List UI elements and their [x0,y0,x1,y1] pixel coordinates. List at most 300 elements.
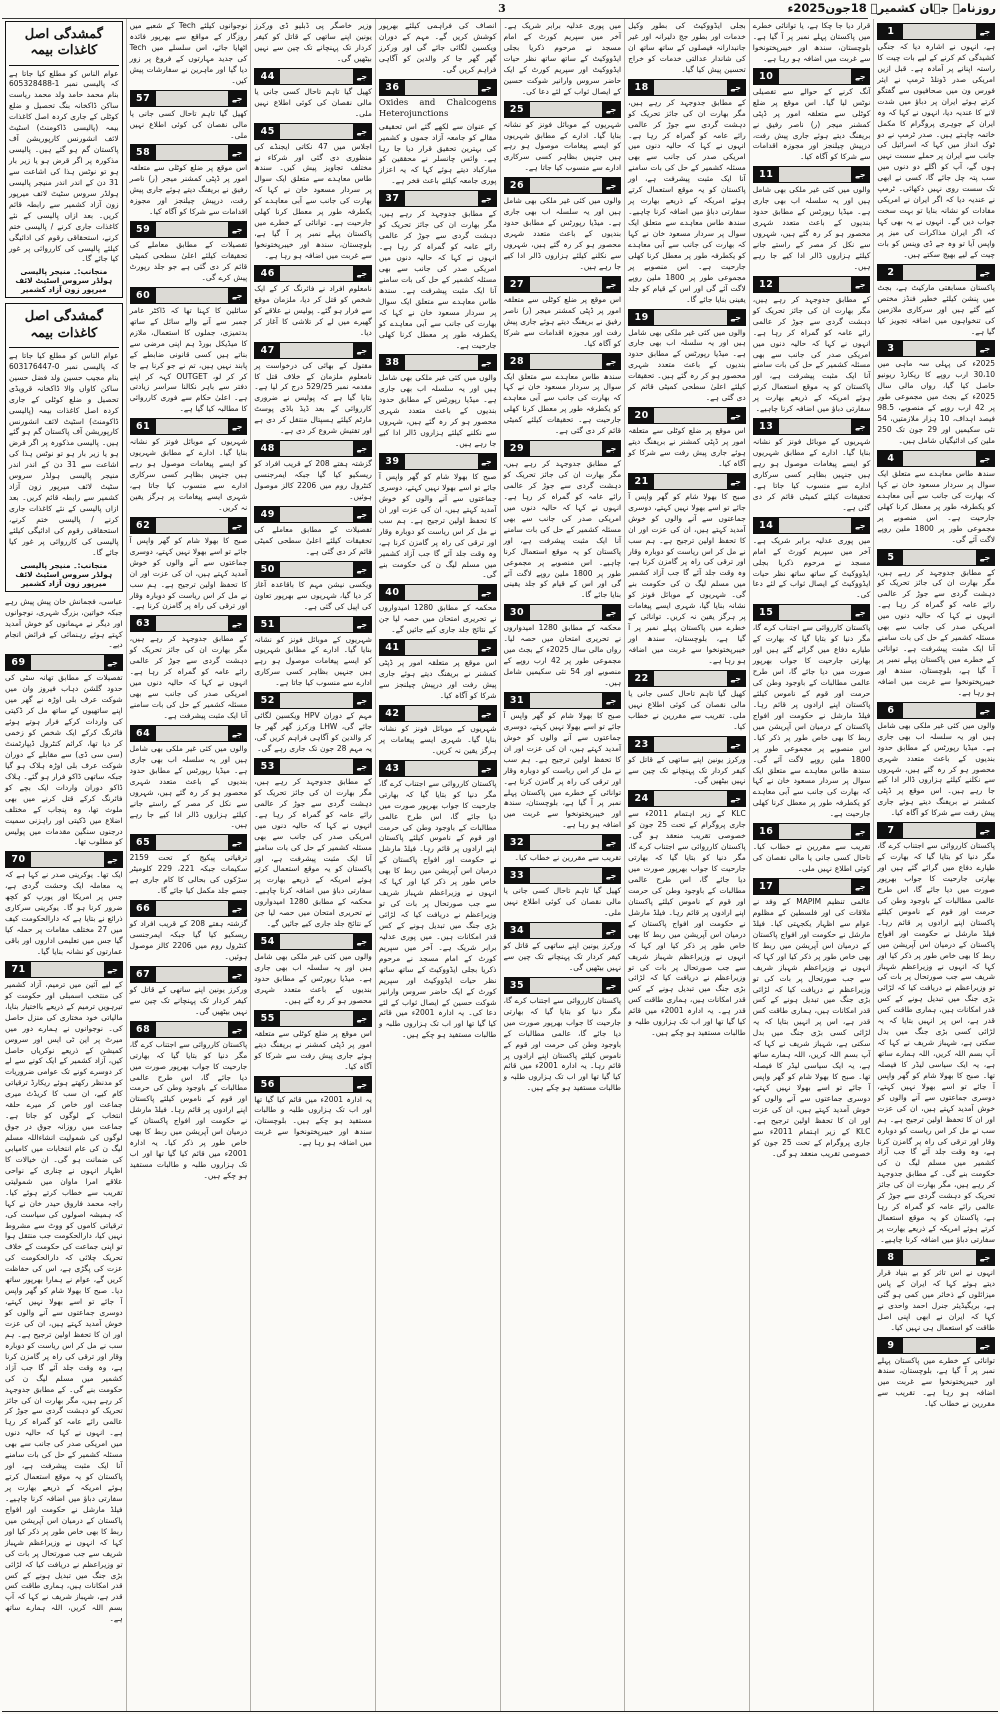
text-block: عباسی، فجمانش خان پیش پیش رہے جبکہ خواتین، بزرگ شہری، نوجوانوں اور دیگر نے مہمانوں کو خوش آمدید کہتے ہوئے رہنمائی کے فرائض انجام دیے۔ [5,596,123,650]
ad-text: صبح کا بھولا شام کو گھر واپس آ جائے تو اسے بھولا نہیں کہتے، دوسری جماعتوں سے آنے والوں کو خوش آمدید کہتے ہیں، ان کی عزت اور ان کا تحفظ اولین ترجیح ہے۔ ہم سب نے مل کر اس ریاست کو دوبارہ وقار اور ترقی کی راہ پر گامزن کرنا ہے۔ توانائی کے خطرے میں پاکستان پہلے نمبر پر آ گیا ہے، بلوچستان، سندھ اور خیبرپختونخوا سے غربت میں اضافہ ہو رہا ہے۔ [503,710,622,830]
ad-number: 28 [505,354,530,369]
ad-number: 32 [505,835,530,850]
ad-number-badge [254,440,372,457]
ad-text: کے مطابق جدوجہد کر رہے ہیں، مگر بھارت ان کی جائز تحریک کو دہشت گردی سے جوڑ کر عالمی رائے عامہ کو گمراہ کر رہا ہے۔ انہوں نے کہا کہ حالیہ دنوں میں امریکی صدر کی جانب سے بھی مسئلہ کشمیر کے حل کی بات سامنے آنا ایک مثبت پیشرفت ہے، اور پاکستان کو یہ موقع استعمال کرتے ہوئے امریکہ کے ذریعے بھارت پر سفارتی دباؤ میں اضافہ کرنا چاہیے۔ سندھ طاس معاہدے سے متعلق ایک سوال پر سردار مسعود خان نے کہا کہ بھارت کی جانب سے آبی معاہدے کو یکطرفہ طور پر معطل کرنا کھلی جارحیت ہے۔ اس منصوبے پر مجموعی طور پر 1800 ملین روپے لاگت آئے گی اور اس کے قیام کو جلد یقینی بنایا جائے گا۔ [628,97,746,304]
newspaper-logo-icon: جے [353,1011,371,1026]
ad-number-badge [877,702,995,719]
newspaper-logo-icon: جے [228,288,246,303]
ad-number: 42 [380,706,405,721]
ad-text: صبح کا بھولا شام کو گھر واپس آ جائے تو اسے بھولا نہیں کہتے، دوسری جماعتوں سے آنے والوں کو خوش آمدید کہتے ہیں، ان کی عزت اور ان کا تحفظ اولین ترجیح ہے۔ ہم سب نے مل کر اس ریاست کو دوبارہ وقار اور ترقی کی راہ پر گامزن کرنا ہے، وہ وقت جلد آئے گا جب آزاد کشمیر میں مسلم لیگ ن کی حکومت بنے گی۔ شہریوں کے موبائل فونز کو نشانہ بنایا گیا، شہری ایسے پیغامات پر ہرگز یقین نہ کریں۔ توانائی کے خطرے میں پاکستان پہلے نمبر پر آ گیا ہے، بلوچستان، سندھ اور خیبرپختونخوا سے غربت میں اضافہ ہو رہا ہے۔ [628,491,746,665]
ad-number-badge [130,1021,248,1038]
text-block: انصاف کی فراہمی کیلئے بھرپور کوشش کریں گے۔ مہم کے دوران ویکسین لگائی جائے گی اور ورکرز گھر گھر جا کر والدین کو آگاہی فراہم کریں گی۔ [378,21,497,74]
column-5 [500,19,625,1711]
ad-number: 5 [878,550,903,565]
ad-text: گزشتہ ہفتے 208 کے قریب افراد کو ریسکیو کیا گیا جبکہ ایمرجنسی کنٹرول روم میں 2206 کالز موصول ہوئیں۔ [129,919,248,961]
ad-text: کے عنوان سے لکھے گئے اس تحقیقی مقالے کو جامعہ آزاد جموں و کشمیر کی بہترین تحقیق قرار دیا جا رہا ہے۔ وائس چانسلر نے محققین کو مبارکباد دیتے ہوئے کہا کہ یہ اعزاز پوری جامعہ کیلئے باعث فخر ہے۔ [378,121,497,186]
ad-text: اس موقع پر متعلقہ امور پر ڈپٹی کمشنر نے بریفنگ دیتے ہوئے جاری پیش رفت اور درپیش چیلنجز سے شرکا کو آگاہ کیا۔ [378,658,497,700]
ad-number-badge [130,900,248,917]
ad-number: 21 [629,474,654,489]
newspaper-logo-icon: جے [478,80,496,95]
newspaper-logo-icon: جے [602,605,620,620]
ad-text: پاکستان مسابقتی مارکیٹ ہے، بجٹ میں پنشن کیلئے خطیر فنڈز مختص کیے گئے ہیں اور سرکاری ملازمین کی تنخواہوں میں اضافہ تجویز کیا گیا ہے۔ [877,282,995,336]
ad-text: تفصیلات کے مطابق معاملے کی تحقیقات کیلئے اعلیٰ سطحی کمیٹی قائم کر دی گئی ہے۔ [254,524,372,556]
ad-number: 26 [505,178,530,193]
ad-text: صبح کا بھولا شام کو گھر واپس آ جائے تو اسے بھولا نہیں کہتے، دوسری جماعتوں سے آنے والوں کو خوش آمدید کہتے ہیں، ان کی عزت اور ان کا تحفظ اولین ترجیح ہے۔ ہم سب نے مل کر اس ریاست کو دوبارہ وقار اور ترقی کی راہ پر گامزن کرنا ہے۔ [129,535,248,611]
ad-text: اس موقع پر ضلع کوٹلی سے متعلقہ امور پر ڈپٹی کمشنر میجر (ر) ناصر رفیق نے بریفنگ دیتے ہوئے جاری پیش رفت، درپیش چیلنجز اور مجوزہ اقدامات سے شرکا کو آگاہ کیا۔ [129,163,248,217]
newspaper-logo-icon: جے [727,310,745,325]
ad-number-badge [628,79,746,96]
ad-text: توانائی کے خطرے میں پاکستان پہلے نمبر پر آ گیا ہے، بلوچستان، سندھ اور خیبرپختونخوا سے غربت میں اضافہ ہو رہا ہے۔ تقریب سے مقررین نے خطاب کیا۔ [877,1355,995,1409]
newspaper-logo-icon: جے [602,693,620,708]
badge-bar [530,693,603,708]
badge-bar [779,167,852,182]
newspaper-logo-icon: جے [727,737,745,752]
ad-number: 8 [878,1250,903,1265]
ad-text: کے مطابق جدوجہد کر رہے ہیں، مگر بھارت ان کی جائز تحریک کو دہشت گردی سے جوڑ کر عالمی رائے عامہ کو گمراہ کر رہا ہے۔ انہوں نے کہا کہ حالیہ دنوں میں امریکی صدر کی جانب سے بھی مسئلہ کشمیر کے حل کی بات سامنے آنا ایک مثبت پیشرفت ہے۔ [129,634,248,720]
ad-number: 3 [878,341,903,356]
ad-number-badge [254,758,372,775]
newspaper-logo-icon: جے [851,518,869,533]
ad-number-badge [379,354,497,371]
notice-signature: منجانب:۔ منیجر پالیسی ہولڈر سروس اسٹیٹ لائف میرپور زون آزاد کشمیر [15,267,113,295]
ad-number-badge [753,604,871,621]
notice-signature: منجانب:۔ منیجر پالیسی ہولڈر سروس اسٹیٹ لائف میرپور زون آزاد کشمیر [15,560,113,588]
ad-number-badge [379,584,497,601]
badge-bar [903,24,976,39]
badge-bar [530,868,603,883]
newspaper-logo-icon: جے [602,178,620,193]
ad-number-badge [877,822,995,839]
ad-number: 20 [629,408,654,423]
ad-number: 15 [754,605,779,620]
ad-number-badge [753,166,871,183]
badge-bar [280,693,353,708]
newspaper-logo-icon: جے [478,706,496,721]
ad-number: 71 [6,962,31,977]
badge-bar [280,124,353,139]
ad-number-badge [628,736,746,753]
ad-text: سائلین کا کہنا تھا کہ ڈاکٹر عامر جمبر سے آنے والے سائل کے ساتھ بدتمیزی، جملوں کا استعمال، ملازم کا میڈیکل بورڈ ہم اپنی مرضی سے بناتے ہیں کسی قانونی ضابطے کے پابند نہیں ہیں، تم نے جو کرنا ہے جا کر کر لو، OUTGET کہہ کر اپنے دفتر سے باہر نکالنا سراسر زیادتی ہے۔ اعلیٰ حکام سے فوری کارروائی کا مطالبہ کیا گیا ہے۔ [129,305,248,414]
ad-text: کے مطابق جدوجہد کر رہے ہیں، مگر بھارت ان کی جائز تحریک کو دہشت گردی سے جوڑ کر عالمی رائے عامہ کو گمراہ کر رہا ہے۔ انہوں نے کہا کہ حالیہ دنوں میں امریکی صدر کی جانب سے بھی مسئلہ کشمیر کے حل کی بات سامنے آنا ایک مثبت پیشرفت ہے۔ سندھ طاس معاہدے سے متعلق ایک سوال پر سردار مسعود خان نے کہا کہ بھارت کی جانب سے آبی معاہدے کو یکطرفہ طور پر معطل کرنا کھلی جارحیت ہے۔ [378,209,497,350]
ad-number: 39 [380,454,405,469]
badge-bar [156,222,229,237]
ad-number-badge [379,190,497,207]
newspaper-logo-icon: جے [353,562,371,577]
ad-number: 47 [255,343,280,358]
ad-text: کے مطابق جدوجہد کر رہے ہیں، مگر بھارت ان کی جائز تحریک کو دہشت گردی سے جوڑ کر عالمی رائے عامہ کو گمراہ کر رہا ہے۔ انہوں نے کہا کہ حالیہ دنوں میں امریکی صدر کی جانب سے بھی مسئلہ کشمیر کے حل کی بات سامنے آنا ایک مثبت پیشرفت ہے۔ توانائی کے خطرے میں پاکستان پہلے نمبر پر آ گیا ہے، بلوچستان، سندھ اور خیبرپختونخوا سے غربت میں اضافہ ہو رہا ہے۔ [877,567,995,697]
ad-number: 31 [505,693,530,708]
ad-number: 33 [505,868,530,883]
badge-bar [280,617,353,632]
badge-bar [280,759,353,774]
ad-text: کھیل گیا تاہم تاحال کسی جانی یا مالی نقصان کی کوئی اطلاع نہیں ملی۔ [129,108,248,140]
newspaper-logo-icon: جے [602,923,620,938]
newspaper-logo-icon: جے [353,124,371,139]
ad-text: میں پوری عدلیہ برابر شریک ہے۔ آخر میں سپریم کورٹ کے امام مسجد نے مرحوم ذکریا بجلی ایڈووکیٹ کے ساتھ ساتھ نظر حیات ایڈووکیٹ کے ایصال ثواب کے لئے دعا کی۔ [752,535,871,600]
ad-text: پاکستان کارروائی سے اجتناب کرے گا، مگر دنیا کو بتایا گیا کہ بھارت کے طیارے دفاع میں گرائے گئے ہیں اور بھارتی جارحیت کا جواب بھرپور صورت میں دیا جائے گا، اس طرح عالمی مطالبات کے باوجود وطن کی حرمت اور قوم کے ناموس کیلئے پاکستان اپنے ارادوں پر قائم رہا۔ فیلڈ مارشل نے حکومت اور افواج پاکستان کے درمیان اس آپریشن میں ربط کا بھی خاص طور پر ذکر کیا اور کہا کہ انہوں نے وزیراعظم شہباز شریف سے جب صورتحال پر بات کی تو وزیراعظم نے دریافت کیا کہ لڑائی بڑی جنگ میں تبدیل ہونے کے کس قدر امکانات ہیں، ہماری طاقت کس قدر ہے، اس پر انہیں بتایا کہ یہ لڑائی کسی بڑی جنگ میں بدل سکتی ہے، شہباز شریف نے کہا کہ آپ بسم اللہ کریں، اللہ ہمارے ساتھ ہے، یہ ایک سیاسی لیڈر کا فیصلہ تھا۔ صبح کا بھولا شام کو گھر واپس آ جائے تو اسے بھولا نہیں کہتے، دوسری جماعتوں سے آنے والوں کو خوش آمدید کہتے ہیں، ان کی عزت اور ان کا تحفظ اولین ترجیح ہے۔ ہم سب نے مل کر اس ریاست کو دوبارہ وقار اور ترقی کی راہ پر گامزن کرنا ہے، وہ وقت جلد آئے گا جب آزاد کشمیر میں مسلم لیگ ن کی حکومت بنے گی۔ کے مطابق جدوجہد کر رہے ہیں، مگر بھارت ان کی جائز تحریک کو دہشت گردی سے جوڑ کر عالمی رائے عامہ کو گمراہ کر رہا ہے، پاکستان کو یہ موقع استعمال کرتے ہوئے امریکہ کے ذریعے بھارت پر سفارتی دباؤ میں اضافہ کرنا چاہیے۔ [877,841,995,1244]
ad-text: والوں میں کئی غیر ملکی بھی شامل ہیں اور یہ سلسلہ اب بھی جاری ہے۔ میڈیا رپورٹس کے مطابق حدود بندیوں کے باعث متعدد شہری محصور ہو کر رہ گئے ہیں، شہروں سے نکل کر مصر کے راستے جانے کیلئے ہزاروں ڈالر ادا کیے جا رہے ہیں۔ [129,743,248,830]
ad-number-badge [254,561,372,578]
ad-number: 2 [878,265,903,280]
newspaper-logo-icon: جے [976,451,994,466]
badge-bar [779,419,852,434]
ad-number: 67 [131,967,156,982]
ad-number-badge [254,616,372,633]
ad-number-badge [504,276,622,293]
ad-number: 52 [255,693,280,708]
ad-number: 14 [754,518,779,533]
badge-bar [156,288,229,303]
newspaper-logo-icon: جے [727,80,745,95]
badge-bar [405,761,478,776]
masthead: روزنامہ جہان کشمیرؔ 18جون2025ء [787,1,996,15]
badge-bar [903,265,976,280]
ad-number-badge [130,517,248,534]
ad-number-badge [254,506,372,523]
ad-number: 23 [629,737,654,752]
notice-body: عوام الناس کو مطلع کیا جاتا ہے کہ پالیسی نمبر 0-603176447 بنام مجیب حسین ولد فضل حسین ساکن کاواں والا ڈاکخانہ قرویڈی تحصیل و ضلع کوٹلی کے جاری کردہ اصل کاغذات بیمہ (پالیسی ڈاکومنٹ) اسٹیٹ لائف انشورنس کارپوریشن آف پاکستان گم ہو گئے ہیں۔ پالیسی مذکورہ پر اگر قرض ہو یا زیر بار ہو تو نوٹس ہذا کی اشاعت سے 31 دن کے اندر اندر منیجر پالیسی ہولڈر سروس سٹیٹ لائف میرپور زون آزاد کشمیر سے رابطہ قائم کریں۔ بعد ازاں پالیسی کے نئے کاغذات جاری کرنے / پالیسی ختم کرنے، استحقاقی رقوم کی ادائیگی کیلئے پالیسی کی کارروائی پر غور کیا جائے گا۔ [9,350,119,557]
notice-headline: گمشدگی اصل کاغذات بیمہ [9,24,119,66]
badge-bar [530,178,603,193]
newspaper-logo-icon: جے [602,441,620,456]
newspaper-logo-icon: جے [976,823,994,838]
newspaper-logo-icon: جے [727,474,745,489]
badge-bar [405,640,478,655]
ad-number-badge [628,309,746,326]
ad-number: 63 [131,616,156,631]
badge-bar [156,145,229,160]
newspaper-logo-icon: جے [104,852,122,867]
ad-text: محکمہ کے مطابق 1280 امیدواروں نے تحریری امتحان میں حصہ لیا جن کے نتائج جلد جاری کیے جائیں گے۔ [378,603,497,635]
ad-text: ہے، انہوں نے اشارہ دیا کہ جنگی کشیدگی کم کرنے کے لیے بات چیت کا راستہ اپنانے پر آمادہ ہے۔ قبل ازیں امریکی صدر ڈونلڈ ٹرمپ نے ایئر فورس ون میں صحافیوں سے گفتگو کرتے ہوئے ایران پر دباؤ میں شدت لانے کا عندیہ دیا، انہوں نے کہا کہ وہ ایران کے جوہری پروگرام کا مکمل خاتمہ چاہتے ہیں۔ صدر ٹرمپ نے دو ٹوک انداز میں کہا کہ اسرائیل کی جانب سے ایران پر حملے سست نہیں ہوں گے، آپ کو اگلے دو دنوں میں سب پتہ چل جائے گا، کسی نے ابھی تک سست روی نہیں دکھائی۔ ٹرمپ نے عندیہ دیا کہ اگر ایران نے امریکی مفادات کو نشانہ بنایا تو بہت سخت جواب دیں گے۔ انہوں نے یہ بھی کہا کہ اگر ایران مذاکرات کی میز پر واپس آیا تو وہ جے ڈی وینس کو بات چیت کے لیے بھیج سکتے ہیں۔ [877,42,995,259]
badge-bar [779,824,852,839]
newspaper-logo-icon: جے [478,585,496,600]
badge-bar [530,102,603,117]
badge-bar [156,901,229,916]
badge-bar [31,852,104,867]
newspaper-logo-icon: جے [353,69,371,84]
badge-bar [530,277,603,292]
ad-number-badge [753,823,871,840]
ad-number: 41 [380,640,405,655]
ad-text: محکمہ کے مطابق 1280 امیدواروں نے تحریری امتحان میں حصہ لیا۔ رواں مالی سال 2025ء کے بجٹ میں مجموعی طور پر 42 ارب روپے کے منصوبے اور 54 نئی سکیمیں شامل ہیں۔ [503,623,622,687]
ad-number-badge [504,977,622,994]
ad-text: والوں میں کئی غیر ملکی بھی شامل ہیں اور یہ سلسلہ اب بھی جاری ہے۔ میڈیا رپورٹس کے مطابق حدود بندیوں کے باعث متعدد شہری محصور ہو کر رہ گئے ہیں۔ تحقیقات کیلئے اعلیٰ سطحی کمیٹی قائم کر دی گئی ہے۔ [628,327,746,403]
ad-text: ورکرز یونین اپنے ساتھی کے قاتل کو کیفر کردار تک پہنچانے تک چین سے نہیں بیٹھیں گی۔ [129,984,248,1016]
newspaper-logo-icon: جے [976,265,994,280]
ad-text: پاکستان کارروائی سے اجتناب کرے گا، مگر دنیا کو بتایا گیا کہ بھارتی جارحیت کا جواب بھرپور صورت میں دیا جائے گا، عالمی مطالبات کے باوجود وطن کی حرمت اور قوم کے ناموس کیلئے پاکستان اپنے ارادوں پر قائم رہا۔ یہ ادارہ 2001ء میں قائم کیا گیا تھا اور اب تک ہزاروں طلبہ و طالبات مستفید ہو چکے ہیں۔ [503,995,622,1093]
newspaper-logo-icon: جے [602,868,620,883]
newspaper-logo-icon: جے [353,441,371,456]
ad-text: کے مطابق جدوجہد کر رہے ہیں، مگر بھارت ان کی جائز تحریک کو دہشت گردی سے جوڑ کر عالمی رائے عامہ کو گمراہ کر رہا ہے۔ انہوں نے کہا کہ حالیہ دنوں میں امریکی صدر کی جانب سے بھی مسئلہ کشمیر کے حل کی بات سامنے آنا ایک مثبت پیشرفت ہے، اور پاکستان کو یہ موقع استعمال کرنا چاہیے۔ اس منصوبے پر مجموعی طور پر 1800 ملین روپے لاگت آئے گی اور اس کے قیام کو جلد یقینی بنایا جائے گا۔ [503,459,622,600]
ad-number: 6 [878,703,903,718]
newspaper-logo-icon: جے [228,91,246,106]
ad-text: 2025ء کی پہلی سہ ماہی میں 30،10 ارب روپے کا ریکارڈ ریونیو حاصل کیا گیا، رواں مالی سال 2025ء کے بجٹ میں مجموعی طور پر 42 ارب روپے کے منصوبے، 98.5 فیصد اہداف، 10 ہزار ملازمتیں، 54 نئی سکیمیں اور 29 جون تک 250 ملین کی ادائیگیاں شامل ہیں۔ [877,359,996,445]
english-title: Oxides and Chalcogens Heterojunctions [378,97,497,120]
ad-text: تقریب سے مقررین نے خطاب کیا۔ [514,853,622,863]
ad-number: 36 [380,80,405,95]
ad-number-badge [504,440,622,457]
column-1 [2,19,126,1711]
badge-bar [156,419,229,434]
badge-bar [903,703,976,718]
badge-bar [280,343,353,358]
newspaper-logo-icon: جے [851,69,869,84]
ad-number-badge [628,473,746,490]
newspaper-logo-icon: جے [228,518,246,533]
newspaper-logo-icon: جے [228,145,246,160]
ad-text: اس موقع پر ضلع کوٹلی سے متعلقہ امور پر ڈپٹی کمشنر میجر (ر) ناصر رفیق نے بریفنگ دیتے ہوئے جاری پیش رفت اور مجوزہ اقدامات سے شرکا کو آگاہ کیا۔ [503,294,622,348]
ad-text: آنگ کرنے کے حوالے سے تفصیلی نوٹس لیا گیا۔ اس موقع پر ضلع کوٹلی سے متعلقہ امور پر ڈپٹی کمشنر میجر (ر) ناصر رفیق نے بریفنگ دیتے ہوئے جاری پیش رفت، درپیش چیلنجز اور مجوزہ اقدامات سے شرکا کو آگاہ کیا۔ [752,86,871,162]
newspaper-logo-icon: جے [478,355,496,370]
ad-text: گزشتہ ہفتے 208 کے قریب افراد کو ریسکیو کیا گیا جبکہ ایمرجنسی کنٹرول روم میں 2206 کالز موصول ہوئیں۔ [254,459,372,501]
ad-number: 65 [131,835,156,850]
badge-bar [530,605,603,620]
newspaper-logo-icon: جے [353,693,371,708]
badge-bar [280,562,353,577]
newspaper-logo-icon: جے [478,454,496,469]
badge-bar [405,454,478,469]
ad-number-badge [877,340,995,357]
newspaper-logo-icon: جے [727,671,745,686]
newspaper-logo-icon: جے [353,1077,371,1092]
badge-bar [280,1077,353,1092]
ad-number: 57 [131,91,156,106]
ad-text: کھیل گیا تاہم تاحال کسی جانی یا مالی نقصان کی کوئی اطلاع نہیں ملی۔ تقریب سے مقررین نے خطاب کیا۔ [628,688,746,731]
badge-bar [280,507,353,522]
ad-number: 49 [255,507,280,522]
ad-number: 7 [878,823,903,838]
ad-number: 45 [255,124,280,139]
ad-number: 37 [380,191,405,206]
ad-number: 55 [255,1011,280,1026]
ad-number: 69 [6,655,31,670]
newspaper-logo-icon: جے [602,354,620,369]
ad-text: ترقیاتی پیکیج کے تحت 2159 سکیمات جبکہ 221، 229 کلومیٹر سڑکوں کی بحالی کا کام جاری ہے جسے جلد مکمل کیا جائے گا۔ [129,853,248,896]
ad-text: اس موقع پر ضلع کوٹلی سے متعلقہ امور پر ڈپٹی کمشنر نے بریفنگ دیتے ہوئے جاری پیش رفت سے شرکا کو آگاہ کیا۔ [628,426,746,468]
badge-bar [280,1011,353,1026]
newspaper-logo-icon: جے [851,879,869,894]
ad-number: 48 [255,441,280,456]
ad-number-badge [877,450,995,467]
text-block: قرار دیا جا چکا ہے، یا توانائی خطرے میں پاکستان پہلے نمبر پر آ گیا ہے۔ بلوچستان، سندھ اور خیبرپختونخوا سے غربت میں اضافہ ہو رہا ہے۔ [752,21,871,63]
ad-number-badge [379,705,497,722]
text-block: وزیر خاصگر پی ڈبلیو ڈی ورکرز یونین اپنے ساتھی کے قاتل کو کیفر کردار تک پہنچانے تک چین سے نہیں بیٹھیں گی۔ [254,21,372,63]
badge-bar [31,655,104,670]
newspaper-logo-icon: جے [478,761,496,776]
ad-number-badge [753,418,871,435]
ad-text: یہ ادارہ 2001ء میں قائم کیا گیا تھا اور اب تک ہزاروں طلبہ و طالبات مستفید ہو چکے ہیں۔ بلوچستان، سندھ اور خیبرپختونخوا سے غربت میں اضافہ ہو رہا ہے۔ [254,1094,372,1148]
column-3 [250,19,375,1711]
ad-text: کھیل گیا تاہم تاحال کسی جانی یا مالی نقصان کی کوئی اطلاع نہیں ملی۔ [254,86,372,118]
ad-number-badge [753,68,871,85]
lost-documents-notice [5,21,123,298]
text-block: نوجوانوں کیلئے Tech کے شعبے میں روزگار کے مواقع سے بھرپور فائدہ اٹھایا جائے، اس سلسلے میں Tech کی جدید مہارتوں کے فروغ پر زور دیا گیا اور ماہرین نے سفارشات پیش کیں۔ [129,21,248,85]
ad-number-badge [5,654,123,671]
badge-bar [31,962,104,977]
badge-bar [903,1250,976,1265]
newspaper-logo-icon: جے [228,967,246,982]
ad-text: کے لیے آئین میں ترمیم، آزاد کشمیر کی منتخب اسمبلی اور حکومت کو تیرہویں ترمیم کے ذریعے بااختیار بنایا، مالیاتی خود مختاری کی منزل حاصل کی۔ نوجوانوں نے ہمارے دور میں میرٹ پر این ٹی ایس اور سروس کمیشن کے ذریعے نوکریاں حاصل کیں، آزاد کشمیر کے ایک کونے سے لے کر دوسرے کونے تک عوامی ضروریات کو مدنظر رکھتے ہوئے ریکارڈ ترقیاتی کام کیے، ان سب کا کریڈٹ میری جماعت اور خاص کر میرے حلقہ انتخاب کے لوگوں کو جاتا ہے۔ جماعت میں روزانہ جوق در جوق لوگوں کی شمولیت انشاءاللہ مسلم لیگ ن کی عام انتخابات میں کامیابی کی ضمانت ہو گی۔ ان خیالات کا اظہار انہوں نے چناری کے نواحی علاقے امرا ماوان میں شمولیتی تقریب سے خطاب کرتے ہوئے کیا۔ راجہ محمد فاروق حیدر خان نے کہا کہ ہمیشہ اصولوں کی سیاست کی، ترقیاتی کاموں کو ووٹ سے مشروط نہیں کیا، دارالحکومت جب منتقل ہوا تو اپنی جماعت کی حکومت کے خلاف تحریک چلائی کہ دارالحکومت کی عزت کی پگڑی ہے، اس کی حفاظت کریں گے، عوام نے ہمارا بھرپور ساتھ دیا۔ صبح کا بھولا شام کو گھر واپس آ جائے تو اسے بھولا نہیں کہتے، دوسری جماعتوں سے آنے والوں کو خوش آمدید کہتے ہیں، ان کی عزت اور ان کا تحفظ اولین ترجیح ہے۔ ہم سب نے مل کر اس ریاست کو دوبارہ وقار اور ترقی کی راہ پر گامزن کرنا ہے، وہ وقت جلد آئے گا جب آزاد کشمیر میں مسلم لیگ ن کی حکومت بنے گی۔ کے مطابق جدوجہد کر رہے ہیں، مگر بھارت ان کی جائز تحریک کو دہشت گردی سے جوڑ کر عالمی رائے عامہ کو گمراہ کر رہا ہے۔ انہوں نے کہا کہ حالیہ دنوں میں امریکی صدر کی جانب سے بھی مسئلہ کشمیر کے حل کی بات سامنے آنا ایک مثبت پیشرفت ہے، اور پاکستان کو یہ موقع استعمال کرتے ہوئے امریکہ کے ذریعے بھارت پر سفارتی دباؤ میں اضافہ کرنا چاہیے۔ فیلڈ مارشل نے حکومت اور افواج پاکستان کے درمیان اس آپریشن میں ربط کا بھی خاص طور پر ذکر کیا اور کہا کہ انہوں نے وزیراعظم شہباز شریف سے جب صورتحال پر بات کی تو وزیراعظم نے دریافت کیا کہ لڑائی بڑی جنگ میں تبدیل ہونے کے کس قدر امکانات ہیں، ہماری طاقت کس قدر ہے، شہباز شریف نے کہا کہ آپ بسم اللہ کریں، اللہ ہمارے ساتھ ہے۔ [5,979,123,1624]
ad-text: مقتول کے بھائی کی درخواست پر نامعلوم ملزمان کے خلاف قتل کا مقدمہ نمبر 529/25 درج کر لیا ہے۔ بتایا گیا ہے کہ پولیس نے ضروری کارروائی کے بعد ڈیڈ باڈی پوسٹ مارٹم کیلئے ہسپتال منتقل کر دی ہے اور تفتیش شروع کر دی ہے۔ [254,360,372,436]
ad-text: ایک تھا۔ یوکرینی صدر نے کہا ہے کہ یہ معاملہ ایک وحشت گردی ہے، جس پر امریکا اور یورپ کو کچھ ضرور کرنا ہو گا۔ یوکرینی سرکاری ذرائع نے بتایا ہے کہ دارالحکومت کیف میں 27 مختلف مقامات پر حملہ کیا گیا جس میں تعلیمی اداروں اور باقی عمارتوں کو نشانہ بنایا گیا۔ [5,870,123,956]
ad-number-badge [130,834,248,851]
ad-number: 62 [131,518,156,533]
ad-text: KLC کے زیر اہتمام 2011ء سے جاری پروگرام کے تحت 25 جون کو خصوصی تقریب منعقد ہو گی۔ پاکستان کارروائی سے اجتناب کرے گا، مگر دنیا کو بتایا گیا کہ بھارتی جارحیت کا جواب بھرپور صورت میں دیا جائے گا، اس طرح عالمی مطالبات کے باوجود وطن کی حرمت اور قوم کے ناموس کیلئے پاکستان اپنے ارادوں پر قائم رہا۔ فیلڈ مارشل نے حکومت اور افواج پاکستان کے درمیان اس آپریشن میں ربط کا بھی خاص طور پر ذکر کیا اور کہا کہ انہوں نے وزیراعظم شہباز شریف سے جب صورتحال پر بات کی تو وزیراعظم نے دریافت کیا کہ لڑائی بڑی جنگ میں تبدیل ہونے کے کس قدر امکانات ہیں، ہماری طاقت کس قدر ہے۔ یہ ادارہ 2001ء میں قائم کیا گیا تھا اور اب تک ہزاروں طلبہ و طالبات مستفید ہو چکے ہیں۔ [628,809,746,1038]
ad-number-badge [753,276,871,293]
newspaper-logo-icon: جے [976,1250,994,1265]
badge-bar [405,706,478,721]
newspaper-logo-icon: جے [602,277,620,292]
badge-bar [405,80,478,95]
ad-number-badge [877,1337,995,1354]
newspaper-logo-icon: جے [228,901,246,916]
newspaper-logo-icon: جے [353,617,371,632]
column-6 [624,19,749,1711]
newspaper-logo-icon: جے [353,266,371,281]
ad-number: 58 [131,145,156,160]
ad-text: تقریب سے مقررین نے خطاب کیا۔ تاحال کسی جانی یا مالی نقصان کی کوئی اطلاع نہیں ملی۔ [752,842,871,874]
ad-number-badge [5,851,123,868]
ad-text: انہوں نے اس تاثر کو بے بنیاد قرار دیتے ہوئے کہا کہ ایران کے پاس میزائلوں کے ذخائر میں کمی ہو گئی ہے، بریگیڈیئر جنرل احمد واحدی نے کہا کہ ایران نے ابھی اپنی اصل طاقت کو استعمال ہی نہیں کیا۔ [877,1267,995,1332]
badge-bar [280,69,353,84]
ad-number: 4 [878,451,903,466]
ad-number: 34 [505,923,530,938]
ad-text: والوں میں کئی غیر ملکی بھی شامل ہیں اور یہ سلسلہ اب بھی جاری ہے۔ میڈیا رپورٹس کے مطابق حدود بندیوں کے باعث متعدد شہری محصور ہو کر رہ گئے ہیں، شہروں سے نکل کر مصر کے راستے جانے کیلئے ہزاروں ڈالر ادا کیے جا رہے ہیں۔ [752,185,871,271]
newspaper-logo-icon: جے [851,419,869,434]
badge-bar [530,835,603,850]
ad-number-badge [254,265,372,282]
ad-number: 54 [255,934,280,949]
badge-bar [779,69,852,84]
badge-bar [280,934,353,949]
ad-number: 11 [754,167,779,182]
notice-body: عوام الناس کو مطلع کیا جاتا ہے کہ پالیسی نمبر 1-605328488 بنام محمد حامد ولد محمد ریاست ساکن ڈاکخانہ بنگ تحصیل و ضلع کوٹلی کے جاری کردہ اصل کاغذات بیمہ (پالیسی ڈاکومنٹ) اسٹیٹ لائف انشورنس کارپوریشن آف پاکستان گم ہو گئے ہیں۔ پالیسی مذکورہ پر اگر قرض ہو یا زیر بار ہو تو نوٹس ہذا کی اشاعت سے 31 دن کے اندر اندر منیجر پالیسی ہولڈر سروس سٹیٹ لائف میرپور زون آزاد کشمیر سے رابطہ قائم کریں۔ بعد ازاں پالیسی کے نئے کاغذات جاری کرنے / پالیسی ختم کرنے، استحقاقی رقوم کی ادائیگی کیلئے پالیسی کی کارروائی پر غور کیا جائے گا۔ [9,68,119,264]
ad-number-badge [753,878,871,895]
ad-text: کے مطابق جدوجہد کر رہے ہیں، مگر بھارت ان کی جائز تحریک کو دہشت گردی سے جوڑ کر عالمی رائے عامہ کو گمراہ کر رہا ہے۔ انہوں نے کہا کہ حالیہ دنوں میں امریکی صدر کی جانب سے بھی مسئلہ کشمیر کے حل کی بات سامنے آنا ایک مثبت پیشرفت ہے، اور پاکستان کو یہ موقع استعمال کرتے ہوئے امریکہ کے ذریعے بھارت پر سفارتی دباؤ میں اضافہ کرنا چاہیے۔ محکمہ کے مطابق 1280 امیدواروں نے تحریری امتحان میں حصہ لیا جن کے نتائج جلد جاری کیے جائیں گے۔ [254,776,372,929]
ad-number: 18 [629,80,654,95]
badge-bar [903,823,976,838]
badge-bar [779,277,852,292]
ad-number: 46 [255,266,280,281]
ad-number: 64 [131,726,156,741]
badge-bar [405,355,478,370]
ad-number-badge [130,90,248,107]
ad-number: 12 [754,277,779,292]
ad-number-badge [379,453,497,470]
newspaper-logo-icon: جے [353,759,371,774]
badge-bar [156,835,229,850]
ad-number: 29 [505,441,530,456]
ad-number: 50 [255,562,280,577]
page-header [2,1,998,19]
ad-number-badge [504,604,622,621]
badge-bar [779,605,852,620]
badge-bar [280,441,353,456]
ad-number: 16 [754,824,779,839]
ad-text: پاکستان کارروائی سے اجتناب کرے گا، مگر دنیا کو بتایا گیا کہ بھارت کے طیارے دفاع میں گرائے گئے ہیں اور بھارتی جارحیت کا جواب بھرپور صورت میں دیا جائے گا، اس طرح عالمی مطالبات کے باوجود وطن کی حرمت اور قوم کے ناموس کیلئے پاکستان اپنے ارادوں پر قائم رہا۔ فیلڈ مارشل نے حکومت اور افواج پاکستان کے درمیان اس آپریشن میں ربط کا بھی خاص طور پر ذکر کیا۔ اس منصوبے پر مجموعی طور پر 1800 ملین روپے لاگت آئے گی۔ سندھ طاس معاہدے سے متعلق ایک سوال پر سردار مسعود خان نے کہا کہ بھارت کی جانب سے آبی معاہدے کو یکطرفہ طور پر معطل کرنا کھلی جارحیت ہے۔ [752,623,871,819]
newspaper-logo-icon: جے [104,655,122,670]
badge-bar [156,616,229,631]
columns-area [2,19,998,1712]
ad-text: نامعلوم افراد نے فائرنگ کر کے ایک شخص کو قتل کر دیا، ملزمان موقع سے فرار ہو گئے۔ پولیس نے علاقے کو گھیرے میں لے کر تلاشی کا آغاز کر دیا۔ [254,283,372,337]
badge-bar [530,978,603,993]
ad-text: شہریوں کے موبائل فونز کو نشانہ بنایا گیا۔ ادارے کے مطابق شہریوں کو ایسے پیغامات موصول ہو رہے ہیں جنہیں بظاہر کسی سرکاری ادارے سے منسوب کیا جاتا ہے۔ [254,634,372,688]
newspaper-logo-icon: جے [228,419,246,434]
ad-number-badge [130,144,248,161]
newspaper-logo-icon: جے [353,343,371,358]
newspaper-logo-icon: جے [727,408,745,423]
newspaper-logo-icon: جے [228,616,246,631]
column-2 [126,19,251,1711]
header-rule [2,18,868,19]
ad-number-badge [254,692,372,709]
ad-number: 60 [131,288,156,303]
badge-bar [156,967,229,982]
ad-number-badge [254,1076,372,1093]
ad-number: 22 [629,671,654,686]
ad-number-badge [877,549,995,566]
text-block: بجلی ایڈووکیٹ کی بطور وکیل خدمات اور بطور جج دلیرانہ اور غیر جانبدارانہ فیصلوں کے ساتھ ساتھ ان کی شاندار عدالتی خدمات کو خراج تحسین پیش کیا گیا۔ [628,21,746,74]
badge-bar [280,266,353,281]
ad-number-badge [379,639,497,656]
newspaper-logo-icon: جے [851,277,869,292]
newspaper-logo-icon: جے [602,978,620,993]
ad-number-badge [130,221,248,238]
ad-number-badge [5,961,123,978]
newspaper-logo-icon: جے [976,1338,994,1353]
ad-text: کھیل گیا تاہم تاحال کسی جانی یا مالی نقصان کی کوئی اطلاع نہیں ملی۔ [503,886,622,918]
ad-number: 51 [255,617,280,632]
ad-text: ویکسی نیشن مہم کا باقاعدہ آغاز کر دیا گیا، شہریوں سے بھرپور تعاون کی اپیل کی گئی ہے۔ [254,579,372,611]
ad-text: شہریوں کے موبائل فونز کو نشانہ بنایا گیا۔ ادارے کے مطابق شہریوں کو ایسے پیغامات موصول ہو رہے ہیں جنہیں بظاہر کسی سرکاری ادارے سے منسوب کیا جاتا ہے۔ [503,119,622,173]
notice-headline: گمشدگی اصل کاغذات بیمہ [9,306,119,348]
page-number: 3 [498,2,506,15]
newspaper-logo-icon: جے [602,102,620,117]
ad-number-badge [254,123,372,140]
ad-text: شہریوں کے موبائل فونز کو نشانہ بنایا گیا۔ ادارے کے مطابق شہریوں کو ایسے پیغامات موصول ہو رہے ہیں جنہیں بظاہر کسی سرکاری ادارے سے منسوب کیا جاتا ہے، شہری ایسے پیغامات پر ہرگز یقین نہ کریں۔ [129,437,248,512]
ad-number: 66 [131,901,156,916]
ad-number: 53 [255,759,280,774]
newspaper-logo-icon: جے [851,824,869,839]
ad-number: 59 [131,222,156,237]
ad-number-badge [877,264,995,281]
ad-number-badge [504,177,622,194]
ad-number: 61 [131,419,156,434]
ad-text: ورکرز یونین اپنے ساتھی کے قاتل کو کیفر کردار تک پہنچانے تک چین سے نہیں بیٹھیں گی۔ [628,754,746,786]
ad-number-badge [130,287,248,304]
ad-number: 40 [380,585,405,600]
ad-number: 38 [380,355,405,370]
ad-text: اس موقع پر ضلع کوٹلی سے متعلقہ امور پر ڈپٹی کمشنر نے بریفنگ دیتے ہوئے جاری پیش رفت سے شرکا کو آگاہ کیا۔ [254,1028,372,1071]
ad-text: سندھ طاس معاہدے سے متعلق ایک سوال پر سردار مسعود خان نے کہا کہ بھارت کی جانب سے آبی معاہدے کو یکطرفہ طور پر معطل کرنا کھلی جارحیت ہے۔ تحقیقات کیلئے کمیٹی قائم کر دی گئی ہے۔ [503,371,622,436]
ad-text: والوں میں کئی غیر ملکی بھی شامل ہیں اور یہ سلسلہ اب بھی جاری ہے۔ میڈیا رپورٹس کے مطابق حدود بندیوں کے باعث متعدد شہری محصور ہو کر رہ گئے ہیں، شہروں سے نکلنے کیلئے ہزاروں ڈالر ادا کیے جا رہے ہیں۔ [378,373,497,449]
badge-bar [530,923,603,938]
newspaper-logo-icon: جے [851,605,869,620]
ad-number: 17 [754,879,779,894]
ad-text: اجلاس میں 47 نکاتی ایجنڈے کی منظوری دی گئی اور شرکاء نے مختلف تجاویز پیش کیں۔ سندھ طاس معاہدے سے متعلق ایک سوال پر سردار مسعود خان نے کہا کہ بھارت کی جانب سے آبی معاہدے کو یکطرفہ طور پر معطل کرنا کھلی جارحیت ہے۔ توانائی کے خطرے میں پاکستان پہلے نمبر پر آ گیا ہے، بلوچستان، سندھ اور خیبرپختونخوا سے غربت میں اضافہ ہو رہا ہے۔ [254,141,372,260]
ad-number: 19 [629,310,654,325]
ad-number: 27 [505,277,530,292]
badge-bar [779,879,852,894]
ad-number-badge [504,101,622,118]
ad-number-badge [130,725,248,742]
newspaper-logo-icon: جے [228,222,246,237]
column-7 [749,19,874,1711]
ad-text: تفصیلات کے مطابق تھانہ سٹی کی حدود گلشن دہاب فیروز وان میں شوکت عرف بلی اوڑہ نے گھر میں اپنے ساتھیوں کے ساتھ مل کر ڈکیتی کی واردات کرکے فرار ہوتے ہوئے فائرنگ کرکے ایک شخص کو زخمی کر دیا تھا، کرائم کنٹرول ڈیپارٹمنٹ (سی سی ڈی) سے مقابلے کے دوران شوکت عرف بلی اوڑہ ہلاک ہو گیا جبکہ ساتھی ڈاکو فرار ہو گئے۔ ہلاک ڈاکو دوران واردات ایک بچے کو فائرنگ کرکے قتل کرنے میں بھی ملوث تھا، وہ پنجاب کے مختلف اضلاع میں ڈکیتی اور راہزنی سمیت درجنوں سنگین مقدمات میں پولیس کو مطلوب تھا۔ [5,673,123,847]
ad-number-badge [877,1249,995,1266]
ad-text: کے مطابق جدوجہد کر رہے ہیں، مگر بھارت ان کی جائز تحریک کو دہشت گردی سے جوڑ کر عالمی رائے عامہ کو گمراہ کر رہا ہے۔ انہوں نے کہا کہ حالیہ دنوں میں امریکی صدر کی جانب سے بھی مسئلہ کشمیر کے حل کی بات سامنے آنا ایک مثبت پیشرفت ہے، اور پاکستان کو یہ موقع استعمال کرتے ہوئے امریکہ کے ذریعے بھارت پر سفارتی دباؤ میں اضافہ کرنا چاہیے۔ [752,294,871,414]
